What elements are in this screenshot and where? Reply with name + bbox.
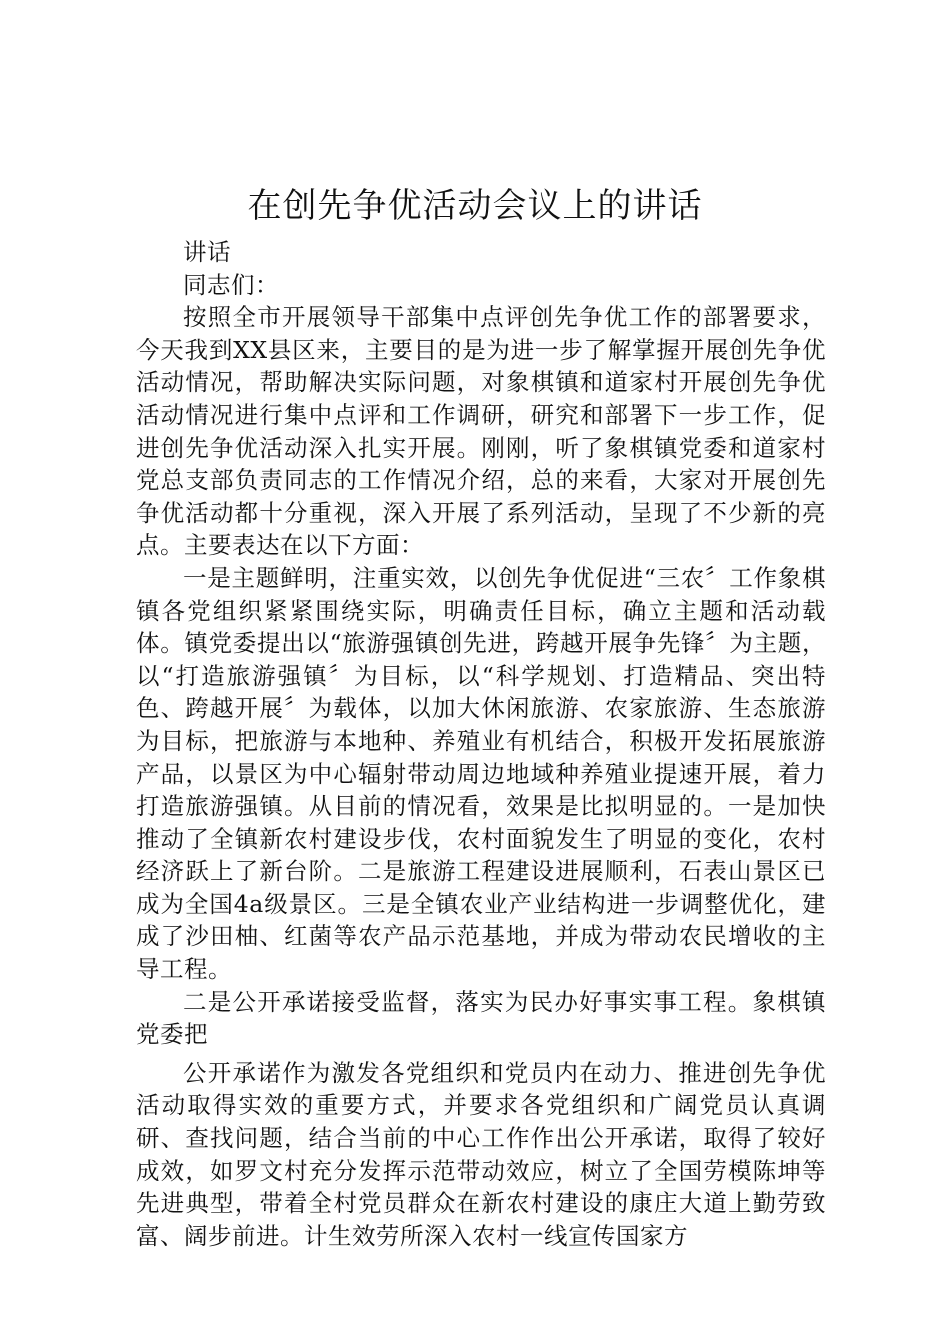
paragraph-salutation: 同志们：: [183, 270, 279, 299]
paragraph-point-two: 二是公开承诺接受监督，落实为民办好事实事工程。象棋镇党委把: [136, 987, 826, 1049]
document-title: 在创先争优活动会议上的讲话: [247, 186, 703, 226]
paragraph-intro: 按照全市开展领导干部集中点评创先争优工作的部署要求，今天我到XX县区来，主要目的是为进一步了解掌握开展创先争优活动情况，帮助解决实际问题，对象棋镇和道家村开展创先争优活动情况进行集中点评和工作调研，研究和部署下一步工作，促进创先争优活动深入扎实开展。刚刚，听了象棋镇党委和道家村党总支部负责同志的工作情况介绍，总的来看，大家对开展创先争优活动都十分重视，深入开展了系列活动，呈现了不少新的亮点。主要表达在以下方面：: [136, 303, 826, 560]
document-body: [136, 236, 826, 1252]
paragraph-point-one: 一是主题鲜明，注重实效，以创先争优促进“三农〞工作象棋镇各党组织紧紧围绕实际，明确责任目标，确立主题和活动载体。镇党委提出以“旅游强镇创先进，跨越开展争先锋〞为主题，以“打造旅游强镇〞为目标，以“科学规划、打造精品、突出特色、跨越开展〞为载体，以加大休闲旅游、农家旅游、生态旅游为目标，把旅游与本地种、养殖业有机结合，积极开发拓展旅游产品，以景区为中心辐射带动周边地域种养殖业提速开展，着力打造旅游强镇。从目前的情况看，效果是比拟明显的。一是加快推动了全镇新农村建设步伐，农村面貌发生了明显的变化，农村经济跃上了新台阶。二是旅游工程建设进展顺利，石表山景区已成为全国4a级景区。三是全镇农业产业结构进一步调整优化，建成了沙田柚、红菌等农产品示范基地，并成为带动农民增收的主导工程。: [136, 563, 826, 984]
paragraph-heading-label: 讲话: [183, 238, 231, 266]
paragraph-point-two-continued: 公开承诺作为激发各党组织和党员内在动力、推进创先争优活动取得实效的重要方式，并要求各党组织和广阔党员认真调研、查找问题，结合当前的中心工作作出公开承诺，取得了较好成效，如罗文村充分发挥示范带动效应，树立了全国劳模陈坤等先进典型，带着全村党员群众在新农村建设的康庄大道上勤劳致富、阔步前进。计生效劳所深入农村一线宣传国家方: [136, 1058, 826, 1250]
